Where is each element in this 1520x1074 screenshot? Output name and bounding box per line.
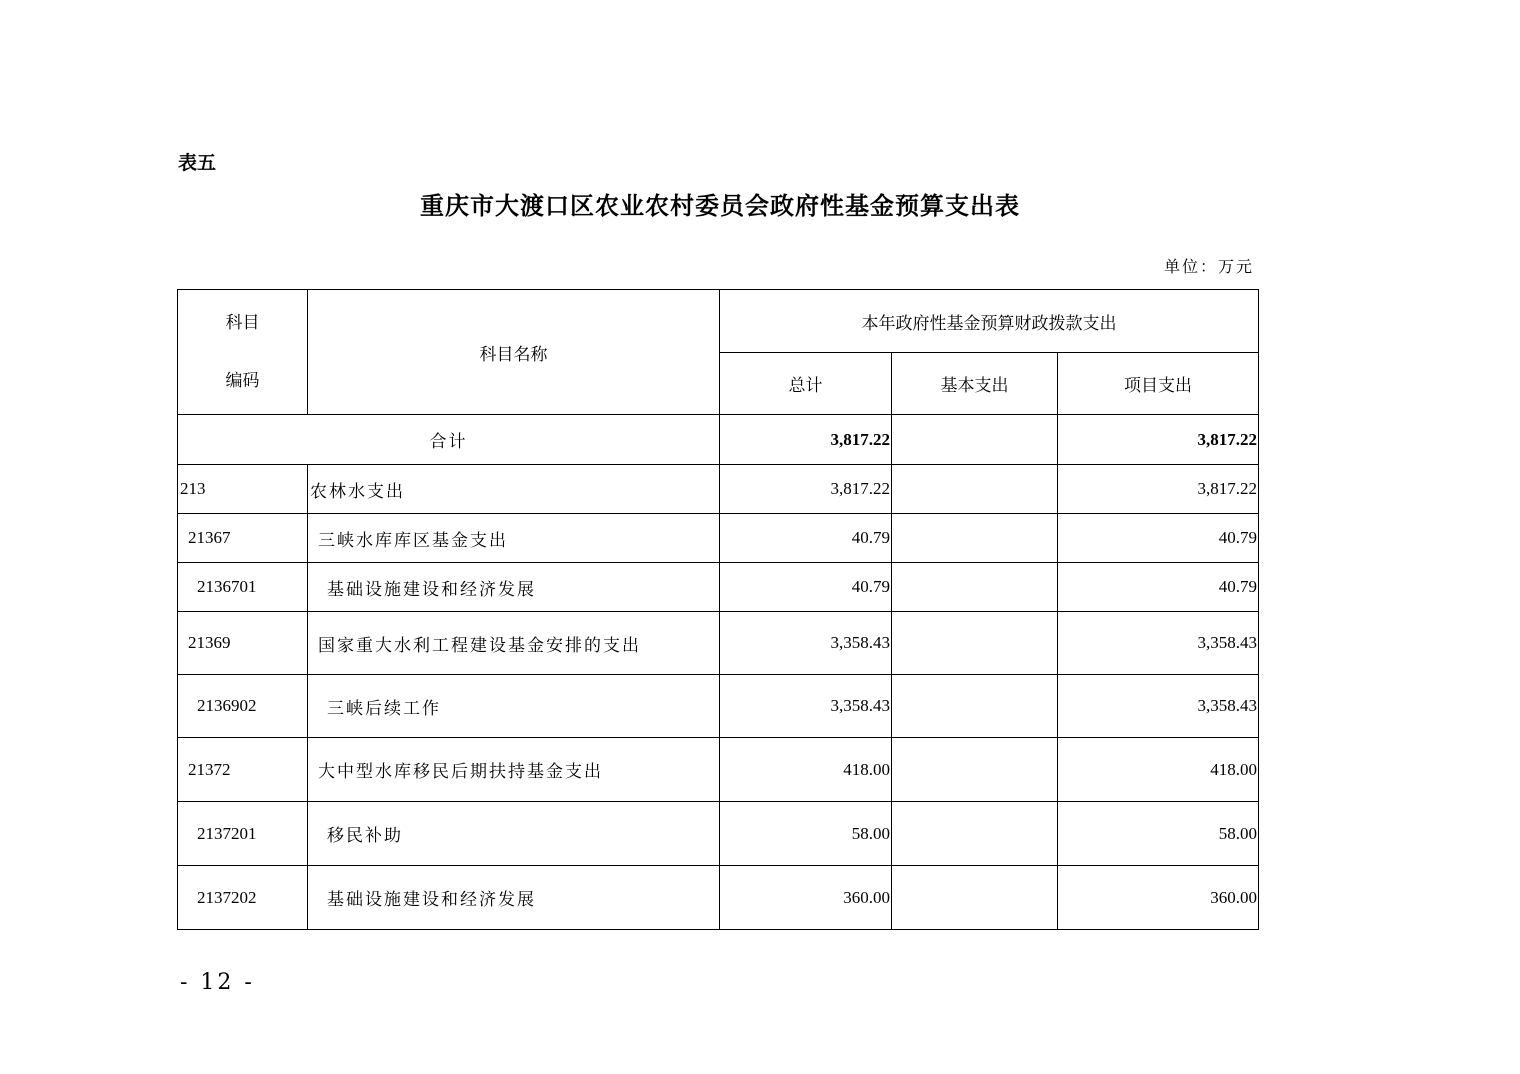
table-row <box>178 514 1259 563</box>
row-total: 3,358.43 <box>720 675 892 738</box>
row-basic <box>892 563 1058 612</box>
row-code: 2137201 <box>178 802 308 866</box>
row-total: 3,358.43 <box>720 612 892 675</box>
row-project: 3,358.43 <box>1058 612 1259 675</box>
row-code: 21367 <box>178 514 308 563</box>
header-code-line2: 编码 <box>225 371 260 391</box>
table-row <box>178 612 1259 675</box>
table-row <box>178 738 1259 802</box>
row-total: 58.00 <box>720 802 892 866</box>
row-basic <box>892 738 1058 802</box>
row-project: 40.79 <box>1058 514 1259 563</box>
row-name: 大中型水库移民后期扶持基金支出 <box>308 738 720 802</box>
row-total: 3,817.22 <box>720 465 892 514</box>
header-total: 总计 <box>720 353 892 415</box>
header-basic: 基本支出 <box>892 353 1058 415</box>
row-project: 3,358.43 <box>1058 675 1259 738</box>
row-code: 2136701 <box>178 563 308 612</box>
row-basic <box>892 465 1058 514</box>
row-code: 21369 <box>178 612 308 675</box>
table-row <box>178 465 1259 514</box>
total-total: 3,817.22 <box>720 415 892 465</box>
table-label: 表五 <box>178 152 217 174</box>
row-total: 40.79 <box>720 563 892 612</box>
row-name: 农林水支出 <box>308 465 720 514</box>
row-project: 40.79 <box>1058 563 1259 612</box>
header-project: 项目支出 <box>1058 353 1259 415</box>
row-basic <box>892 675 1058 738</box>
row-total: 40.79 <box>720 514 892 563</box>
row-name: 基础设施建设和经济发展 <box>308 866 720 930</box>
row-total: 360.00 <box>720 866 892 930</box>
header-code <box>178 290 308 415</box>
table-row <box>178 675 1259 738</box>
budget-table <box>177 289 1259 930</box>
row-name: 移民补助 <box>308 802 720 866</box>
row-total: 418.00 <box>720 738 892 802</box>
table-row <box>178 563 1259 612</box>
row-name: 国家重大水利工程建设基金安排的支出 <box>308 612 720 675</box>
total-row <box>178 415 1259 465</box>
table-row <box>178 866 1259 930</box>
row-project: 360.00 <box>1058 866 1259 930</box>
row-project: 58.00 <box>1058 802 1259 866</box>
page-title: 重庆市大渡口区农业农村委员会政府性基金预算支出表 <box>420 191 1020 220</box>
total-basic <box>892 415 1058 465</box>
page-number: - 12 - <box>180 970 255 995</box>
header-name: 科目名称 <box>308 290 720 415</box>
row-basic <box>892 612 1058 675</box>
row-project: 3,817.22 <box>1058 465 1259 514</box>
unit-label: 单位：万元 <box>1163 257 1254 276</box>
row-name: 三峡水库库区基金支出 <box>308 514 720 563</box>
row-code: 21372 <box>178 738 308 802</box>
row-name: 基础设施建设和经济发展 <box>308 563 720 612</box>
header-code-line1: 科目 <box>225 313 260 333</box>
row-basic <box>892 514 1058 563</box>
row-code: 2136902 <box>178 675 308 738</box>
row-name: 三峡后续工作 <box>308 675 720 738</box>
row-basic <box>892 802 1058 866</box>
row-basic <box>892 866 1058 930</box>
total-project: 3,817.22 <box>1058 415 1259 465</box>
row-code: 213 <box>178 465 308 514</box>
total-label: 合计 <box>178 415 720 465</box>
table-row <box>178 802 1259 866</box>
header-group: 本年政府性基金预算财政拨款支出 <box>720 290 1259 353</box>
row-project: 418.00 <box>1058 738 1259 802</box>
row-code: 2137202 <box>178 866 308 930</box>
